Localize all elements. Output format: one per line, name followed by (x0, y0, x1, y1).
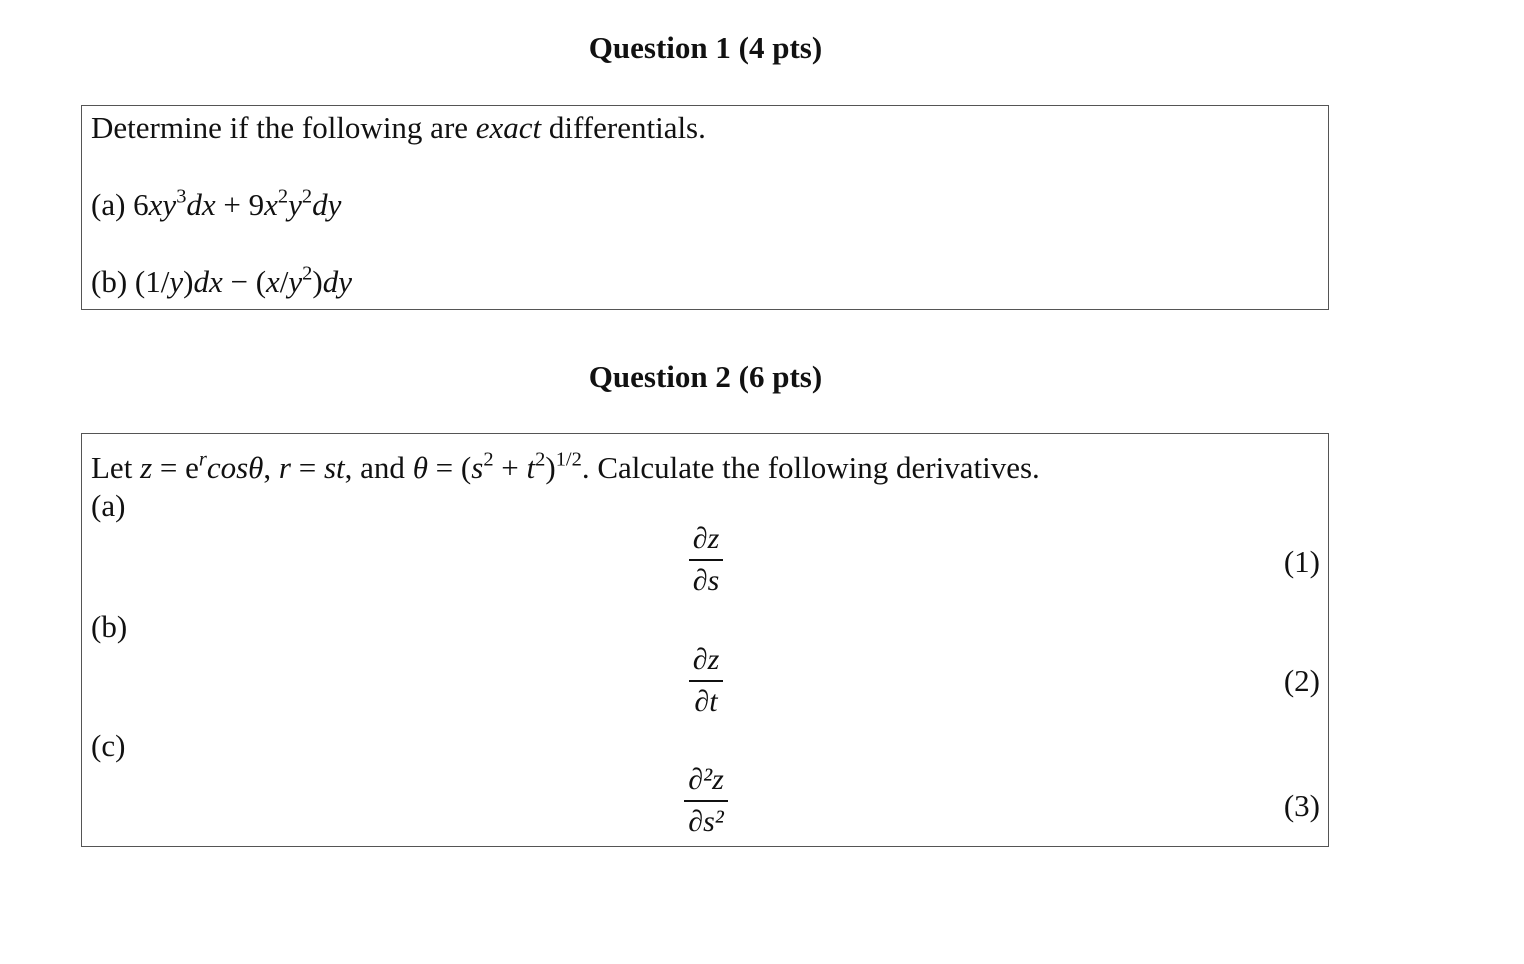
question-2-intro (91, 448, 1040, 488)
part-a-label: (a) (91, 187, 134, 222)
fraction-numerator: ∂²z (688, 763, 724, 796)
equation-number-1: (1) (1283, 544, 1320, 579)
intro-text-start: Determine if the following are (91, 110, 476, 145)
definitions-expression: $z = e^r\cos\theta$, r = st, and $\theta = (s^2 + t^2)^{1/2}$ (140, 448, 582, 485)
fraction-denominator: ∂s (692, 563, 720, 597)
fraction-bar (689, 559, 724, 561)
part-b-label: (b) (91, 609, 128, 644)
question-2-box (81, 433, 1329, 847)
question-1-part-b (91, 262, 352, 302)
part-b-expression: $(1/y)dx - (x/y^2)dy$ (134, 262, 352, 299)
derivative-d2z-ds2 (82, 762, 1330, 840)
question-1-title: Question 1 (4 pts) (588, 30, 823, 65)
fraction-numerator: ∂z (692, 643, 720, 676)
part-b-label: (b) (91, 264, 135, 299)
question-2-title: Question 2 (6 pts) (588, 359, 823, 394)
part-a-expression: $6xy^3dx + 9x^2y^2dy$ (133, 185, 342, 222)
derivative-dz-dt (82, 642, 1330, 720)
intro-let: Let (91, 450, 141, 485)
fraction-denominator: ∂t (694, 684, 718, 718)
fraction-numerator: ∂z (692, 522, 720, 555)
question-1-intro (91, 108, 706, 148)
question-1-box (81, 105, 1329, 310)
fraction-bar (689, 680, 724, 682)
fraction-denominator: ∂s² (688, 804, 724, 838)
part-c-label: (c) (91, 728, 126, 763)
derivative-dz-ds (82, 521, 1330, 599)
question-1-part-a (91, 185, 341, 225)
fraction-bar (684, 800, 728, 802)
equation-number-2: (2) (1283, 663, 1320, 698)
intro-emphasis-exact: exact (475, 110, 542, 145)
intro-tail: . Calculate the following derivatives. (581, 450, 1040, 485)
equation-number-3: (3) (1283, 788, 1320, 823)
part-a-label: (a) (91, 488, 126, 523)
intro-text-end: differentials. (541, 110, 706, 145)
